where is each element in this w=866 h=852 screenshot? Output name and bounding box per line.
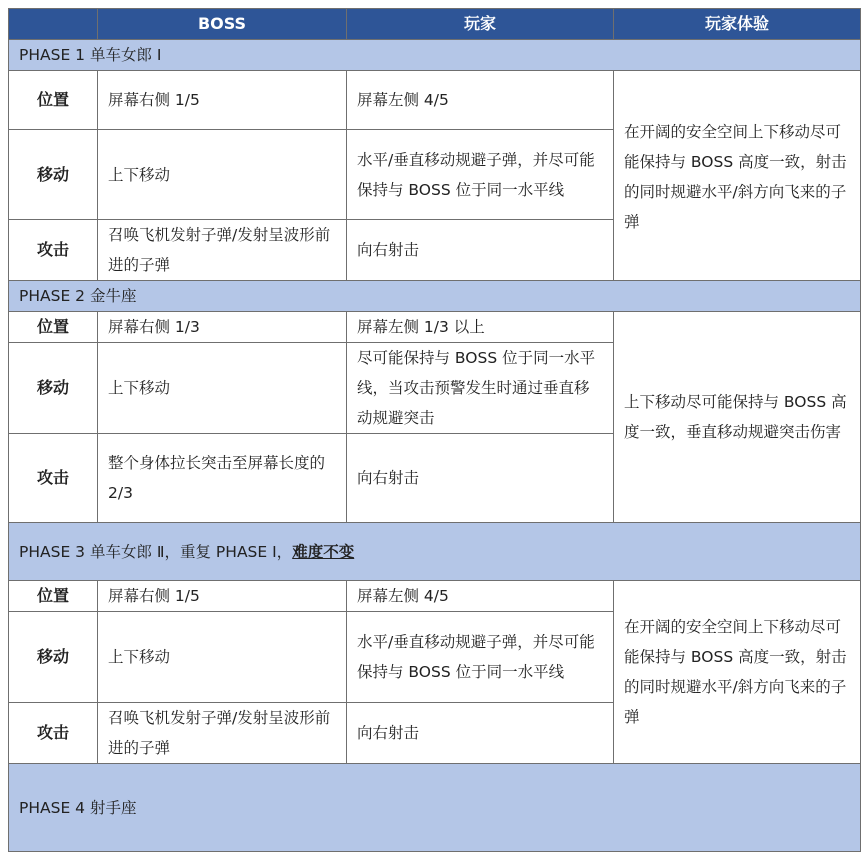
row-label: 移动 [9, 130, 98, 220]
phase-4-row [9, 764, 861, 852]
player-cell: 水平/垂直移动规避子弹，并尽可能保持与 BOSS 位于同一水平线 [347, 612, 614, 703]
player-cell: 向右射击 [347, 434, 614, 523]
table-row [9, 71, 861, 130]
phase-3-row [9, 523, 861, 581]
row-label: 位置 [9, 71, 98, 130]
header-row [9, 9, 861, 40]
boss-cell: 上下移动 [98, 612, 347, 703]
phase-1-row [9, 40, 861, 71]
row-label: 位置 [9, 581, 98, 612]
player-cell: 屏幕左侧 4/5 [347, 581, 614, 612]
phase-3-difficulty-note: 难度不变 [292, 542, 355, 561]
header-corner [9, 9, 98, 40]
row-label: 攻击 [9, 703, 98, 764]
player-cell: 水平/垂直移动规避子弹，并尽可能保持与 BOSS 位于同一水平线 [347, 130, 614, 220]
row-label: 位置 [9, 312, 98, 343]
phase-2-title: PHASE 2 金牛座 [9, 281, 861, 312]
phase-3-title-text: PHASE 3 单车女郎 Ⅱ，重复 PHASE Ⅰ， [19, 542, 293, 561]
boss-cell: 屏幕右侧 1/5 [98, 71, 347, 130]
row-label: 移动 [9, 612, 98, 703]
boss-cell: 上下移动 [98, 130, 347, 220]
phase-4-title: PHASE 4 射手座 [9, 764, 861, 852]
phase-2-row [9, 281, 861, 312]
header-player: 玩家 [347, 9, 614, 40]
header-experience: 玩家体验 [614, 9, 861, 40]
boss-cell: 屏幕右侧 1/3 [98, 312, 347, 343]
row-label: 攻击 [9, 434, 98, 523]
player-cell: 向右射击 [347, 220, 614, 281]
row-label: 移动 [9, 343, 98, 434]
boss-cell: 上下移动 [98, 343, 347, 434]
boss-design-table [8, 8, 861, 852]
experience-cell: 在开阔的安全空间上下移动尽可能保持与 BOSS 高度一致，射击的同时规避水平/斜方向飞来的子弹 [614, 581, 861, 764]
player-cell: 尽可能保持与 BOSS 位于同一水平线，当攻击预警发生时通过垂直移动规避突击 [347, 343, 614, 434]
experience-cell: 在开阔的安全空间上下移动尽可能保持与 BOSS 高度一致，射击的同时规避水平/斜方向飞来的子弹 [614, 71, 861, 281]
experience-cell: 上下移动尽可能保持与 BOSS 高度一致，垂直移动规避突击伤害 [614, 312, 861, 523]
row-label: 攻击 [9, 220, 98, 281]
player-cell: 屏幕左侧 4/5 [347, 71, 614, 130]
boss-cell: 屏幕右侧 1/5 [98, 581, 347, 612]
phase-3-title [9, 523, 861, 581]
phase-1-title: PHASE 1 单车女郎 Ⅰ [9, 40, 861, 71]
boss-cell: 召唤飞机发射子弹/发射呈波形前进的子弹 [98, 220, 347, 281]
boss-cell: 召唤飞机发射子弹/发射呈波形前进的子弹 [98, 703, 347, 764]
boss-cell: 整个身体拉长突击至屏幕长度的 2/3 [98, 434, 347, 523]
table-row [9, 581, 861, 612]
header-boss: BOSS [98, 9, 347, 40]
player-cell: 向右射击 [347, 703, 614, 764]
table-row [9, 312, 861, 343]
player-cell: 屏幕左侧 1/3 以上 [347, 312, 614, 343]
